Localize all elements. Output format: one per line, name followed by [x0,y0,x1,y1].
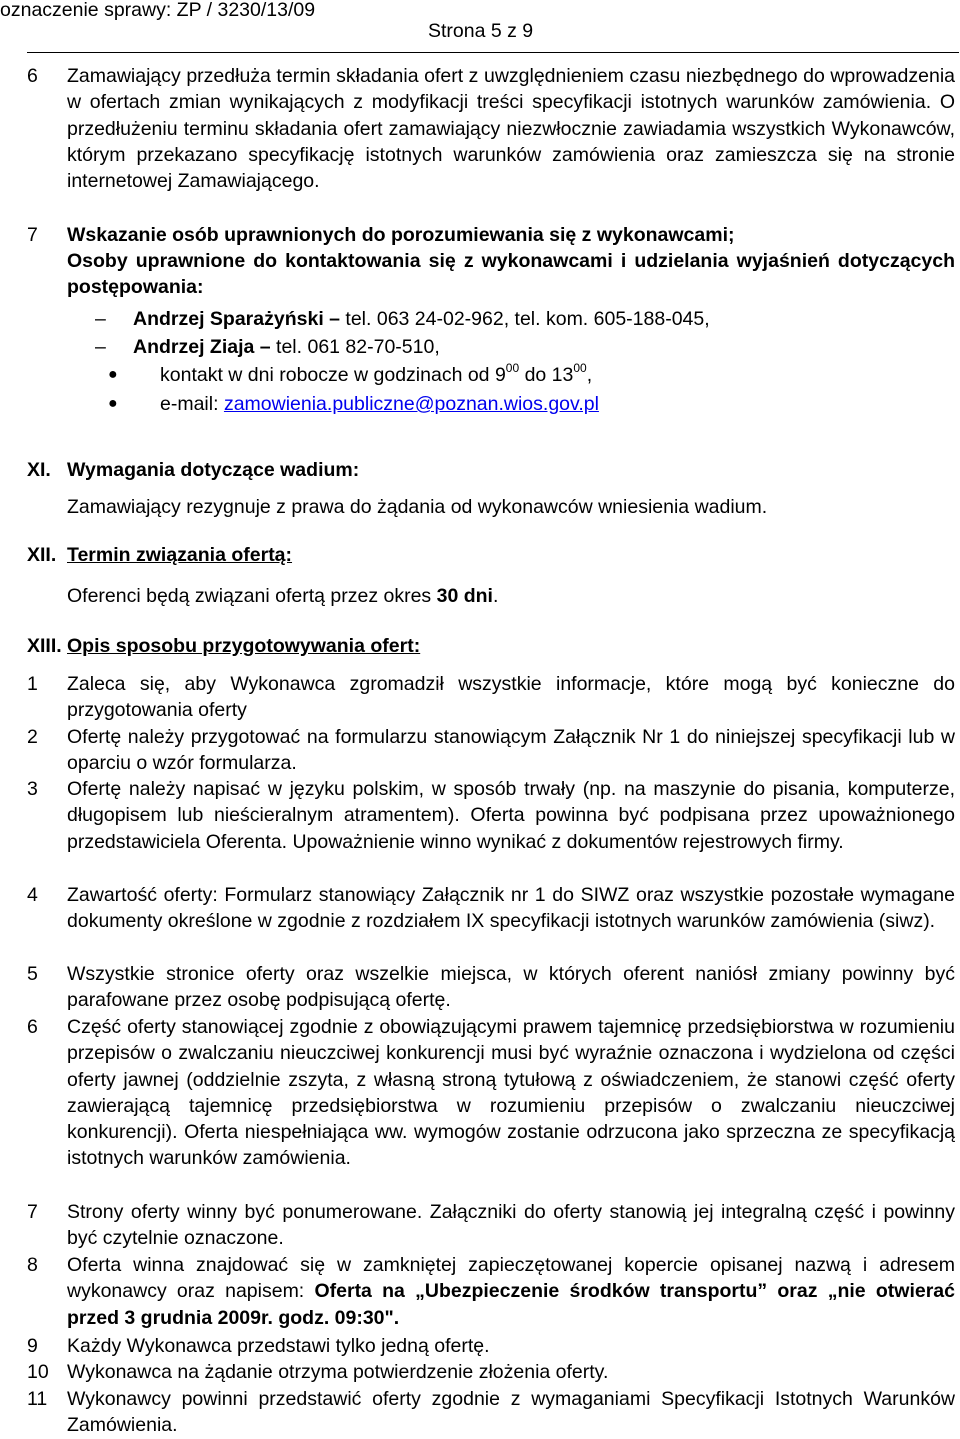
item-text-plain: Oferta winna znajdować się w zamkniętej zapieczętowanej kopercie opisanej nazwą i adresem wykonawcy oraz napisem: [67,1254,955,1303]
section-title: Wymagania dotyczące wadium: [67,459,360,481]
section-title [67,542,292,568]
item-number: 9 [27,1335,38,1357]
item-number: 7 [27,1201,38,1223]
section-number: XII. [27,544,57,566]
contact-email [160,391,599,417]
item-text: Zaleca się, aby Wykonawca zgromadził wszystkie informacje, które mogą być konieczne do przygotowania oferty [67,673,955,722]
contact-name: Andrzej Sparażyński – [133,308,346,330]
item-number: 5 [27,963,38,985]
section-title-text: Opis sposobu przygotowywania ofert: [67,635,421,657]
contact-hours [160,362,592,390]
item-number: 6 [27,1016,38,1038]
contact-heading: Wskazanie osób uprawnionych do porozumiewania się z wykonawcami; [67,224,735,246]
item-number: 1 [27,673,38,695]
hours-sup: 00 [573,361,587,375]
page-number: Strona 5 z 9 [428,20,534,42]
email-link[interactable]: zamowienia.publiczne@poznan.wios.gov.pl [223,393,599,415]
contact-entry [133,306,710,332]
email-label: e-mail: [160,393,224,415]
section-number: XI. [27,459,51,481]
contact-entry [133,334,440,360]
bullet-icon: ● [108,366,118,383]
item-number: 11 [27,1388,48,1410]
item-number: 6 [27,65,38,87]
item-text: Każdy Wykonawca przedstawi tylko jedną ofertę. [67,1335,490,1357]
item-number: 4 [27,884,38,906]
item-text [67,1252,955,1331]
section-title-text: Termin związania ofertą: [67,544,293,566]
header-divider [27,52,959,53]
item-text: Wykonawca na żądanie otrzyma potwierdzenie złożenia oferty. [67,1361,609,1383]
body-text: Oferenci będą związani ofertą przez okres [67,585,437,607]
item-number: 3 [27,778,38,800]
section-body: Zamawiający rezygnuje z prawa do żądania od wykonawców wniesienia wadium. [67,496,768,518]
item-number: 10 [27,1361,49,1383]
item-number: 7 [27,224,38,246]
item-text: Strony oferty winny być ponumerowane. Załączniki do oferty stanowią jej integralną część i powinny być czytelnie oznaczone. [67,1201,955,1250]
section-title [67,633,420,659]
item-text-bold: Oferta na „Ubezpieczenie środków transportu” oraz „nie otwierać przed 3 grudnia 2009r. godz. 09:30". [67,1280,955,1329]
case-reference: oznaczenie sprawy: ZP / 3230/13/09 [0,0,316,21]
item-text: Wykonawcy powinni przedstawić oferty zgodnie z wymaganiami Specyfikacji Istotnych Warunków Zamówienia. [67,1388,955,1437]
item-text: Zawartość oferty: Formularz stanowiący Załącznik nr 1 do SIWZ oraz wszystkie pozostałe wymagane dokumenty określone w zgodnie z rozdziałem IX specyfikacji istotnych warunków zamówienia (siwz). [67,884,955,933]
item-text: Wszystkie stronice oferty oraz wszelkie miejsca, w których oferent naniósł zmiany powinny być parafowane przez osobę podpisującą ofertę. [67,963,955,1012]
item-number: 2 [27,726,38,748]
hours-text: kontakt w dni robocze w godzinach od 9 [160,364,506,386]
item-number: 8 [27,1254,38,1276]
section-number: XIII. [27,635,62,657]
body-bold: 30 dni [436,585,493,607]
section-body [67,583,498,609]
contact-phone: tel. 061 82-70-510, [276,336,440,358]
contact-phone: tel. 063 24-02-962, tel. kom. 605-188-045, [345,308,710,330]
dash-marker: – [95,308,106,330]
contact-subheading-text: Osoby uprawnione do kontaktowania się z wykonawcami i udzielania wyjaśnień dotyczących postępowania: [67,250,955,299]
bullet-icon: ● [108,395,118,412]
hours-sup: 00 [505,361,520,375]
item-text: Ofertę należy napisać w języku polskim, w sposób trwały (np. na maszynie do pisania, komputerze, długopisem lub nieścieralnym atramentem). Oferta powinna być podpisana przez upoważnionego przedstawiciela Oferenta. Upoważnienie winno wynikać z dokumentów rejestrowych firmy. [67,778,955,853]
hours-text: do 13 [519,364,574,386]
dash-marker: – [95,336,106,358]
item-text: Ofertę należy przygotować na formularzu stanowiącym Załącznik Nr 1 do niniejszej specyfikacji lub w oparciu o wzór formularza. [67,726,955,775]
contact-name: Andrzej Ziaja – [133,336,277,358]
hours-text: , [586,364,593,386]
body-text: . [492,585,499,607]
item-text: Część oferty stanowiącej zgodnie z obowiązującymi prawem tajemnicę przedsiębiorstwa w rozumieniu przepisów o zwalczaniu nieuczciwej konkurencji musi być wyraźnie oznaczona i wydzielona od części oferty jawnej (oddzielnie zszyta, z własną stroną tytułową z oświadczeniem, że stanowi część oferty zawierającą tajemnicę przedsiębiorstwa w rozumieniu przepisów o zwalczaniu nieuczciwej konkurencji). Oferta niespełniająca ww. wymogów zostanie odrzucona jako sprzeczna ze specyfikacją istotnych warunków zamówienia. [67,1016,955,1170]
item-text: Zamawiający przedłuża termin składania ofert z uwzględnieniem czasu niezbędnego do wprowadzenia w ofertach zmian wynikających z modyfikacji treści specyfikacji istotnych warunków zamówienia. O przedłużeniu terminu składania ofert zamawiający niezwłocznie zawiadamia wszystkich Wykonawców, którym przekazano specyfikację istotnych warunków zamówienia oraz zamieszcza się na stronie internetowej Zamawiającego. [67,65,955,193]
